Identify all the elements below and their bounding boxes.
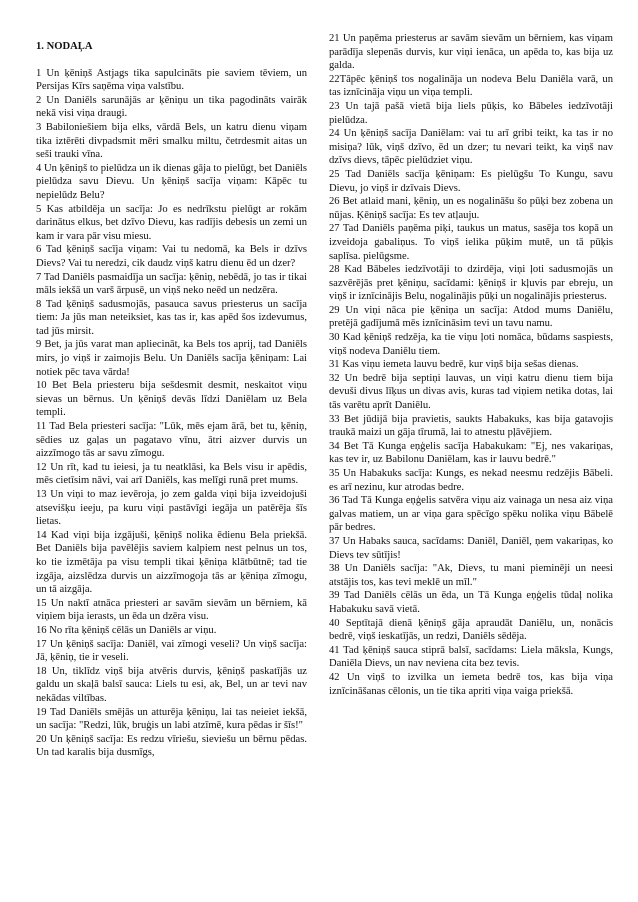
verse: 32 Un bedrē bija septiņi lauvas, un viņi katru dienu tiem bija devuši divus līķus un divas avis, kuras tad viņiem netika dotas, lai tās varētu aprīt Daniēlu. <box>329 372 613 412</box>
verse: 3 Babiloniešiem bija elks, vārdā Bels, un katru dienu viņam tika iztērēti divpadsmit mēri smalku miltu, četrdesmit aitas un seši trauki vīna. <box>36 121 307 161</box>
verse: 13 Un viņi to maz ievēroja, jo zem galda viņi bija izveidojuši atsevišķu ieeju, pa kuru viņi pastāvīgi iegāja un patērēja šīs lietas. <box>36 489 307 528</box>
verse: 14 Kad viņi bija izgājuši, ķēniņš nolika ēdienu Bela priekšā. Bet Daniēls bija pavēlējis saviem kalpiem nest pelnus un tos, ko tie izmētāja pa visu templi tikai ķēniņa klātbūtnē; tad tie izgāja, aizslēdza durvis un aizzīmogoja tās ar ķēniņa zīmogu, un tā aizgāja. <box>36 529 307 596</box>
verse: 21 Un paņēma priesterus ar savām sievām un bērniem, kas viņam parādīja slepenās durvis, kur viņi ienāca, un apēda to, kas bija uz galda. <box>329 33 613 72</box>
verse: 39 Tad Daniēls cēlās un ēda, un Tā Kunga eņģelis tūdaļ nolika Habakuku savā vietā. <box>329 590 613 615</box>
verse: 37 Un Habaks sauca, sacīdams: Daniēl, Daniēl, ņem vakariņas, ko Dievs tev sūtījis! <box>329 535 613 561</box>
verse: 25 Tad Daniēls sacīja ķēniņam: Es pielūgšu To Kungu, savu Dievu, jo viņš ir dzīvais Dievs. <box>329 168 613 194</box>
verse: 33 Bet jūdijā bija pravietis, saukts Habakuks, kas bija gatavojis traukā maizi un gāja tīrumā, lai to atnestu pļāvējiem. <box>329 413 613 439</box>
right-column <box>329 32 613 760</box>
verse: 9 Bet, ja jūs varat man apliecināt, ka Bels tos aprij, tad Daniēls mirs, jo viņš ir zaimojis Belu. Un Daniēls sacīja ķēniņam: Lai notiek pēc tava vārda! <box>36 339 307 378</box>
verse: 26 Bet atlaid mani, ķēniņ, un es nogalināšu šo pūķi bez zobena un nūjas. Ķēniņš sacīja: Es tev atļauju. <box>329 196 613 221</box>
verse: 4 Un ķēniņš to pielūdza un ik dienas gāja to pielūgt, bet Daniēls pielūdza savu Dievu. Un ķēniņš sacīja viņam: Kāpēc tu nepielūdz Belu? <box>36 162 307 201</box>
verse: 38 Un Daniēls sacīja: "Ak, Dievs, tu mani pieminēji un neesi atstājis tos, kas tevi meklē un mīl." <box>329 563 613 588</box>
verse: 34 Bet Tā Kunga eņģelis sacīja Habakukam: "Ej, nes vakariņas, kas tev ir, uz Babilonu Daniēlam, kas ir lauvu bedrē." <box>329 440 613 466</box>
verse: 6 Tad ķēniņš sacīja viņam: Vai tu nedomā, ka Bels ir dzīvs Dievs? Vai tu neredzi, cik daudz viņš katru dienu ēd un dzer? <box>36 244 307 269</box>
verse: 2 Un Daniēls sarunājās ar ķēniņu un tika pagodināts vairāk nekā visi viņa draugi. <box>36 94 307 120</box>
verse: 15 Un naktī atnāca priesteri ar savām sievām un bērniem, kā viņiem bija ierasts, un ēda un dzēra visu. <box>36 597 307 623</box>
chapter-heading: 1. NODAĻA <box>36 41 93 52</box>
verse: 23 Un tajā pašā vietā bija liels pūķis, ko Bābeles iedzīvotāji pielūdza. <box>329 100 613 126</box>
verse: 41 Tad ķēniņš sauca stiprā balsī, sacīdams: Liela māksla, Kungs, Daniēla Dievs, un nav neviena cita bez tevis. <box>329 644 613 670</box>
verse: 12 Un rīt, kad tu ieiesi, ja tu neatklāsi, ka Bels visu ir apēdis, mēs cietīsim nāvi, vai arī Daniēls, kas melīgi runā pret mums. <box>36 461 307 487</box>
verse: 24 Un ķēniņš sacīja Daniēlam: vai tu arī gribi teikt, ka tas ir no misiņa? lūk, viņš dzīvo, ēd un dzer; tu nevari teikt, ka viņš nav dzīvs dievs, tāpēc pielūdziet viņu. <box>329 128 613 167</box>
verse: 42 Un viņš to izvilka un iemeta bedrē tos, kas bija viņa iznīcināšanas cēlonis, un tie tika apriti viņa vaiga priekšā. <box>329 671 613 697</box>
verse: 22Tāpēc ķēniņš tos nogalināja un nodeva Belu Daniēla varā, un tas iznīcināja viņu un viņa templi. <box>329 73 613 99</box>
left-column <box>36 32 307 760</box>
verse: 35 Un Habakuks sacīja: Kungs, es nekad neesmu redzējis Bābeli. es arī nezinu, kur atrodas bedre. <box>329 468 613 493</box>
verse: 36 Tad Tā Kunga eņģelis satvēra viņu aiz vainaga un nesa aiz viņa galvas matiem, un ar viņa gara spēcīgo spēku nolika viņu Bābelē pār bedres. <box>329 495 613 534</box>
text-columns <box>36 32 614 760</box>
verse: 40 Septītajā dienā ķēniņš gāja apraudāt Daniēlu, un, nonācis bedrē, viņš ieskatījās, un redzi, Daniēls sēdēja. <box>329 617 613 643</box>
verse: 31 Kas viņu iemeta lauvu bedrē, kur viņš bija sešas dienas. <box>329 359 579 371</box>
verse: 1 Un ķēniņš Astjags tika sapulcināts pie saviem tēviem, un Persijas Kīrs saņēma viņa valstību. <box>36 67 307 93</box>
verse: 29 Un viņi nāca pie ķēniņa un sacīja: Atdod mums Daniēlu, pretējā gadījumā mēs iznīcināsim tevi un tavu namu. <box>329 304 613 330</box>
verse: 7 Tad Daniēls pasmaidīja un sacīja: ķēniņ, nebēdā, jo tas ir tikai māls iekšā un varš ārpusē, un viņš neko neēd un nedzēra. <box>36 271 307 297</box>
verse: 5 Kas atbildēja un sacīja: Jo es nedrīkstu pielūgt ar rokām darinātus elkus, bet dzīvo Dievu, kas radījis debesis un zemi un kam ir vara pār visu miesu. <box>36 203 307 242</box>
verse: 19 Tad Daniēls smējās un atturēja ķēniņu, lai tas neieiet iekšā, un sacīja: "Redzi, lūk, bruģis un labi atzīmē, kura pēdas ir šīs!" <box>36 706 307 732</box>
verse: 20 Un ķēniņš sacīja: Es redzu vīriešu, sieviešu un bērnu pēdas. Un tad karalis bija dusmīgs, <box>36 733 307 759</box>
verse: 18 Un, tiklīdz viņš bija atvēris durvis, ķēniņš paskatījās uz galdu un skaļā balsī sauca: Liels tu esi, ak, Bel, un ar tevi nav nekādas viltības. <box>36 665 307 704</box>
verse: 11 Tad Bela priesteri sacīja: "Lūk, mēs ejam ārā, bet tu, ķēniņ, sēdies uz gaļas un pagatavo vīnu, ātri aizver durvis un aizzīmogo tās ar savu zīmogu. <box>36 421 307 460</box>
verse: 30 Kad ķēniņš redzēja, ka tie viņu ļoti nomāca, būdams saspiests, viņš nodeva Daniēlu tiem. <box>329 332 613 357</box>
verse: 17 Un ķēniņš sacīja: Daniēl, vai zīmogi veseli? Un viņš sacīja: Jā, ķēniņ, tie ir veseli. <box>36 638 307 664</box>
verse: 28 Kad Bābeles iedzīvotāji to dzirdēja, viņi ļoti sadusmojās un sazvērējās pret ķēniņu, sacīdami: ķēniņš ir kļuvis par ebreju, un viņš ir iznīcinājis Belu, nogalinājis pūķi un nogalinājis priesterus. <box>329 264 613 303</box>
verse: 10 Bet Bela priesteru bija sešdesmit desmit, neskaitot viņu sievas un bērnus. Un ķēniņš devās līdzi Daniēlam uz Bela templi. <box>36 380 307 419</box>
verse: 16 No rīta ķēniņš cēlās un Daniēls ar viņu. <box>36 624 217 636</box>
verse: 8 Tad ķēniņš sadusmojās, pasauca savus priesterus un sacīja tiem: Ja jūs man neteiksiet, kas tas ir, kas apēd šos izdevumus, tad jūs mirsit. <box>36 298 307 337</box>
verse: 27 Tad Daniēls paņēma piķi, taukus un matus, sasēja tos kopā un izveidoja gabaliņus. To viņš ielika pūķim mutē, un tā pūķis saplīsa. pielūgsme. <box>329 223 613 262</box>
